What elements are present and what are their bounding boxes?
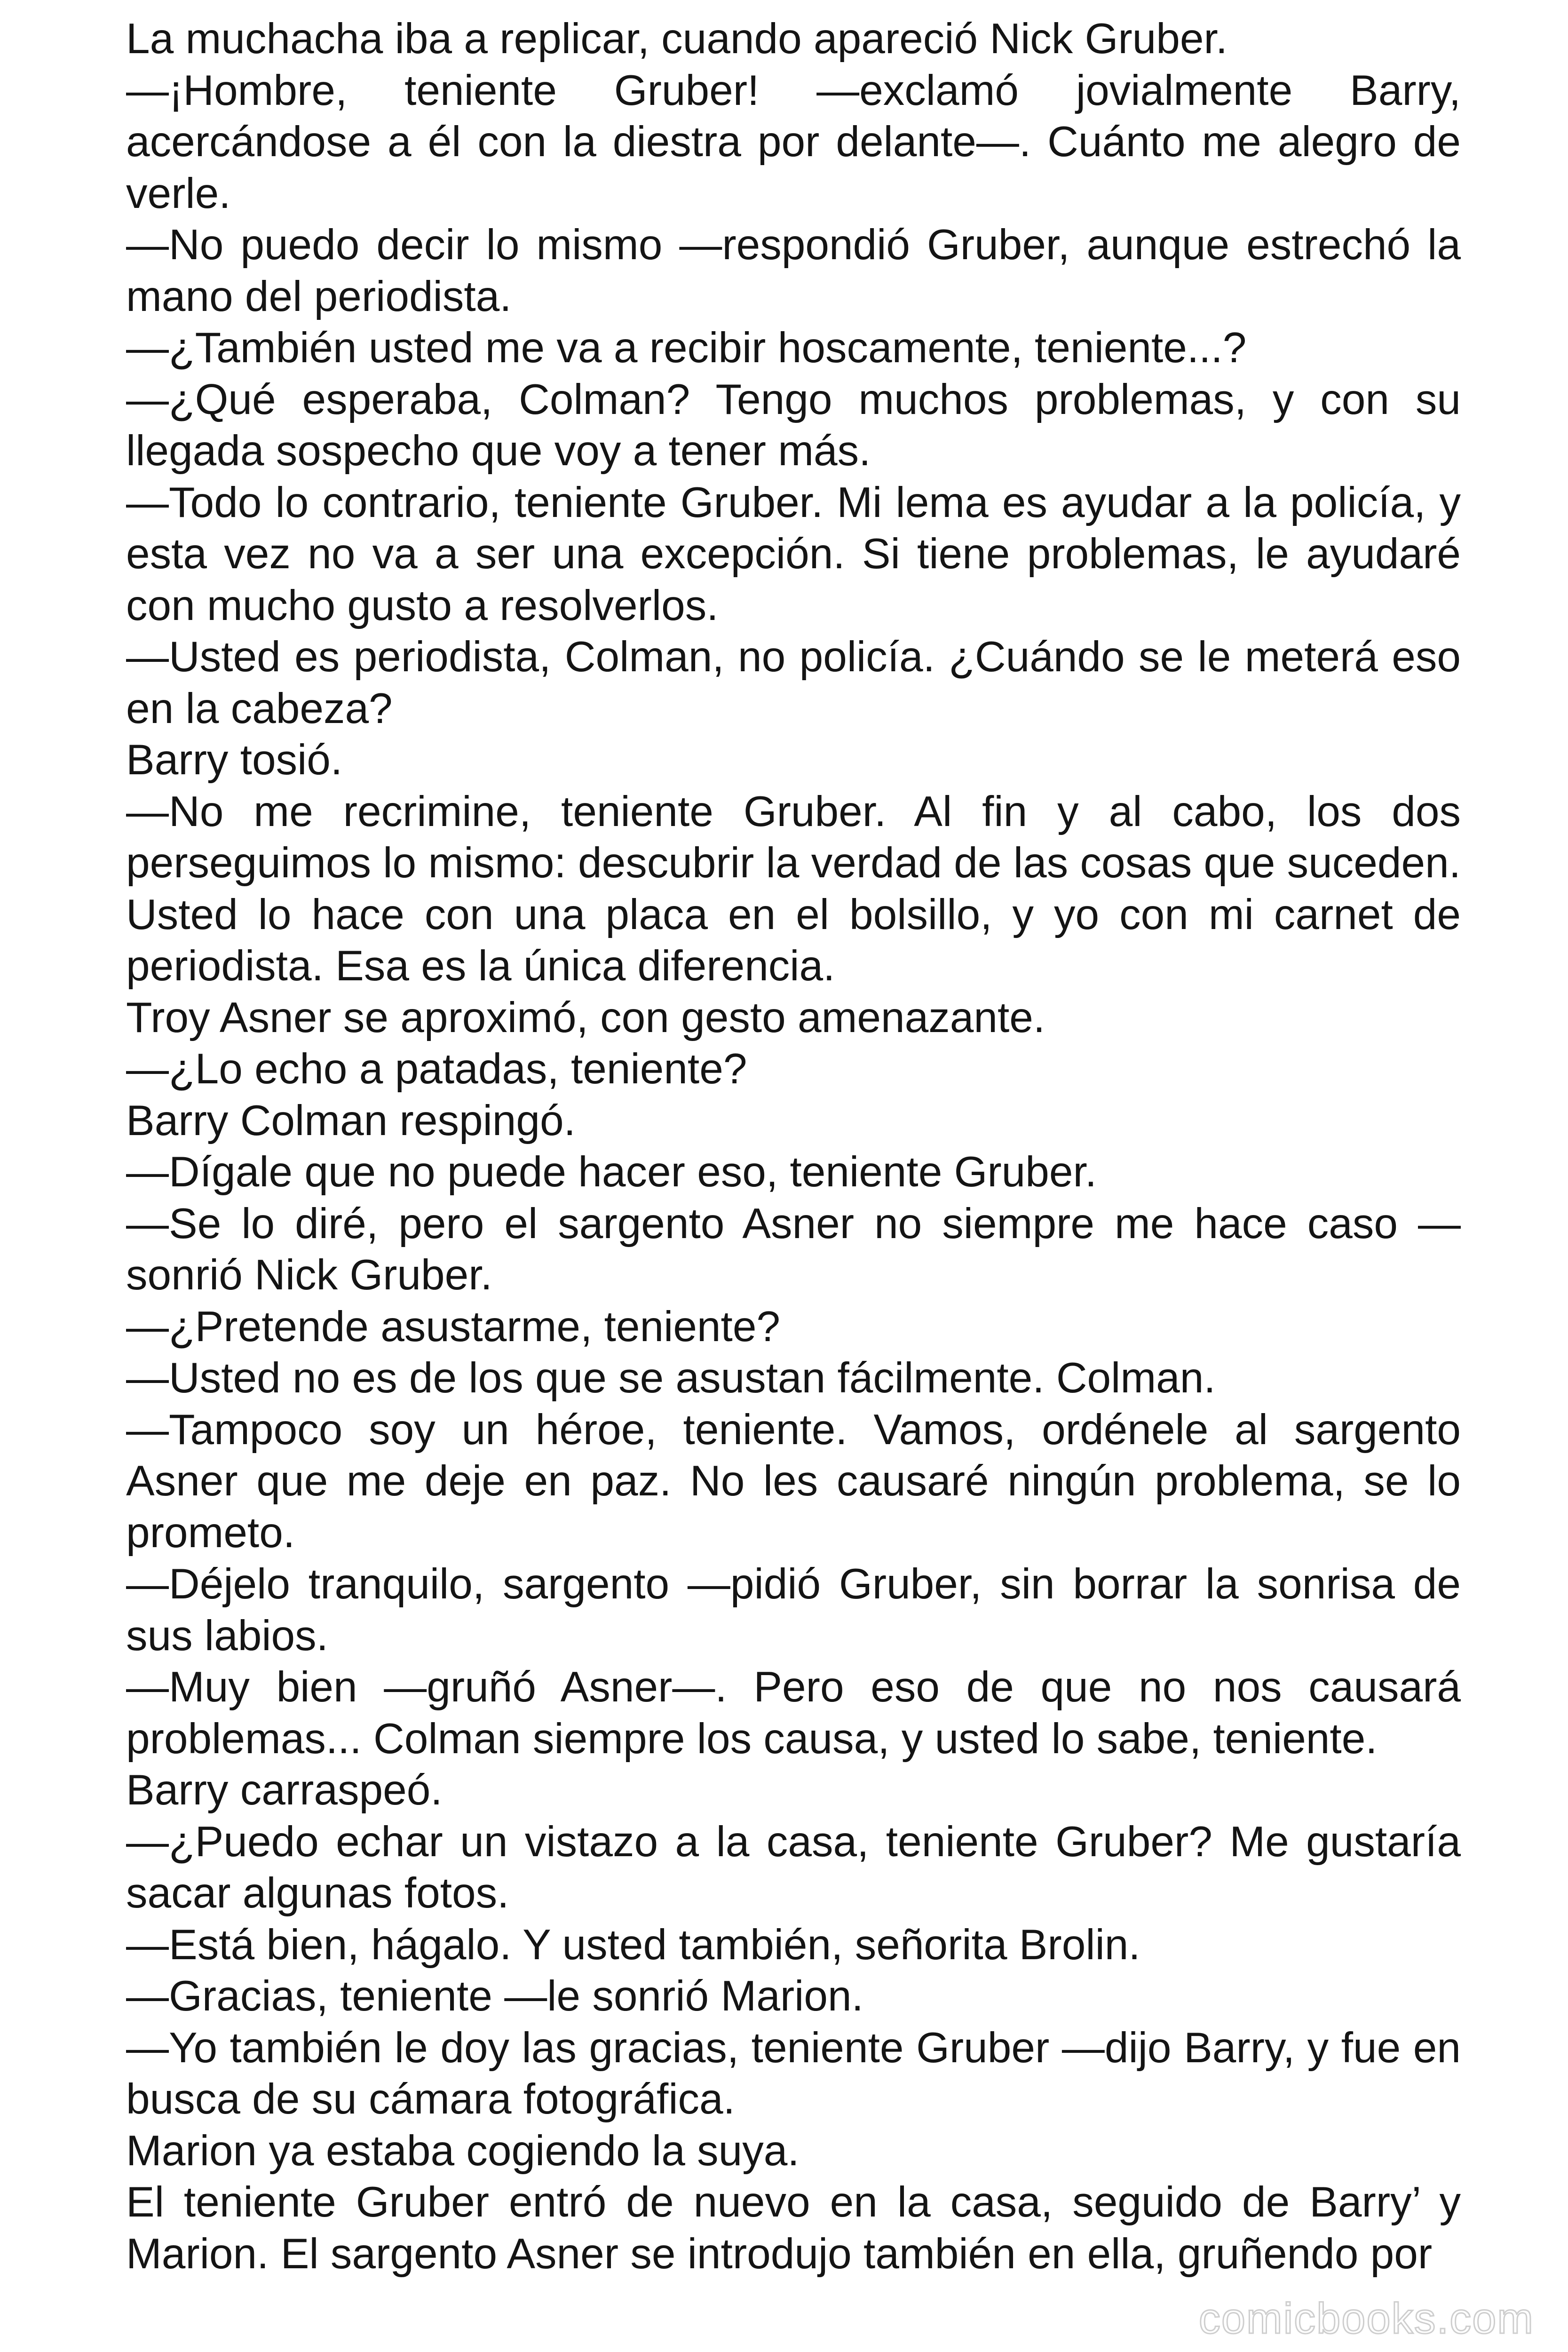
watermark-logo: comicbooks.com bbox=[1198, 2295, 1534, 2343]
paragraph: —¡Hombre, teniente Gruber! —exclamó jovialmente Barry, acercándose a él con la diestra por delante—. Cuánto me alegro de verle. bbox=[126, 66, 1461, 217]
paragraph: Barry tosió. bbox=[126, 736, 343, 784]
body-text bbox=[126, 13, 1461, 2280]
paragraph: —¿Puedo echar un vistazo a la casa, teniente Gruber? Me gustaría sacar algunas fotos. bbox=[126, 1818, 1461, 1917]
paragraph: —Usted es periodista, Colman, no policía. ¿Cuándo se le meterá eso en la cabeza? bbox=[126, 633, 1461, 732]
paragraph: —¿Lo echo a patadas, teniente? bbox=[126, 1045, 747, 1093]
paragraph: —Está bien, hágalo. Y usted también, señorita Brolin. bbox=[126, 1921, 1140, 1969]
paragraph: —¿Pretende asustarme, teniente? bbox=[126, 1303, 781, 1351]
paragraph: —Déjelo tranquilo, sargento —pidió Gruber, sin borrar la sonrisa de sus labios. bbox=[126, 1560, 1461, 1660]
paragraph: —Usted no es de los que se asustan fácilmente. Colman. bbox=[126, 1354, 1216, 1402]
paragraph: —¿También usted me va a recibir hoscamente, teniente...? bbox=[126, 324, 1247, 372]
paragraph: Barry carraspeó. bbox=[126, 1766, 443, 1814]
paragraph: Marion ya estaba cogiendo la suya. bbox=[126, 2127, 800, 2175]
paragraph: La muchacha iba a replicar, cuando apareció Nick Gruber. bbox=[126, 15, 1228, 63]
paragraph: —No me recrimine, teniente Gruber. Al fin y al cabo, los dos perseguimos lo mismo: descubrir la verdad de las cosas que suceden. Usted lo hace con una placa en el bolsillo, y yo con mi carnet de periodista. Esa es la única diferencia. bbox=[126, 787, 1461, 990]
paragraph: —Todo lo contrario, teniente Gruber. Mi lema es ayudar a la policía, y esta vez no va a ser una excepción. Si tiene problemas, le ayudaré con mucho gusto a resolverlos. bbox=[126, 478, 1461, 629]
paragraph: —Tampoco soy un héroe, teniente. Vamos, ordénele al sargento Asner que me deje en paz. No les causaré ningún problema, se lo prometo. bbox=[126, 1406, 1461, 1557]
paragraph: —Muy bien —gruñó Asner—. Pero eso de que no nos causará problemas... Colman siempre los causa, y usted lo sabe, teniente. bbox=[126, 1663, 1461, 1763]
paragraph: Barry Colman respingó. bbox=[126, 1097, 576, 1144]
paragraph: —No puedo decir lo mismo —respondió Gruber, aunque estrechó la mano del periodista. bbox=[126, 221, 1461, 320]
paragraph: —Yo también le doy las gracias, teniente Gruber —dijo Barry, y fue en busca de su cámara fotográfica. bbox=[126, 2024, 1461, 2123]
paragraph: —Se lo diré, pero el sargento Asner no siempre me hace caso — sonrió Nick Gruber. bbox=[126, 1200, 1461, 1299]
paragraph: El teniente Gruber entró de nuevo en la casa, seguido de Barry’ y Marion. El sargento Asner se introdujo también en ella, gruñendo por bbox=[126, 2178, 1461, 2278]
paragraph: Troy Asner se aproximó, con gesto amenazante. bbox=[126, 993, 1045, 1041]
paragraph: —Dígale que no puede hacer eso, teniente Gruber. bbox=[126, 1148, 1097, 1196]
paragraph: —¿Qué esperaba, Colman? Tengo muchos problemas, y con su llegada sospecho que voy a tener más. bbox=[126, 375, 1461, 475]
paragraph: —Gracias, teniente —le sonrió Marion. bbox=[126, 1972, 863, 2020]
